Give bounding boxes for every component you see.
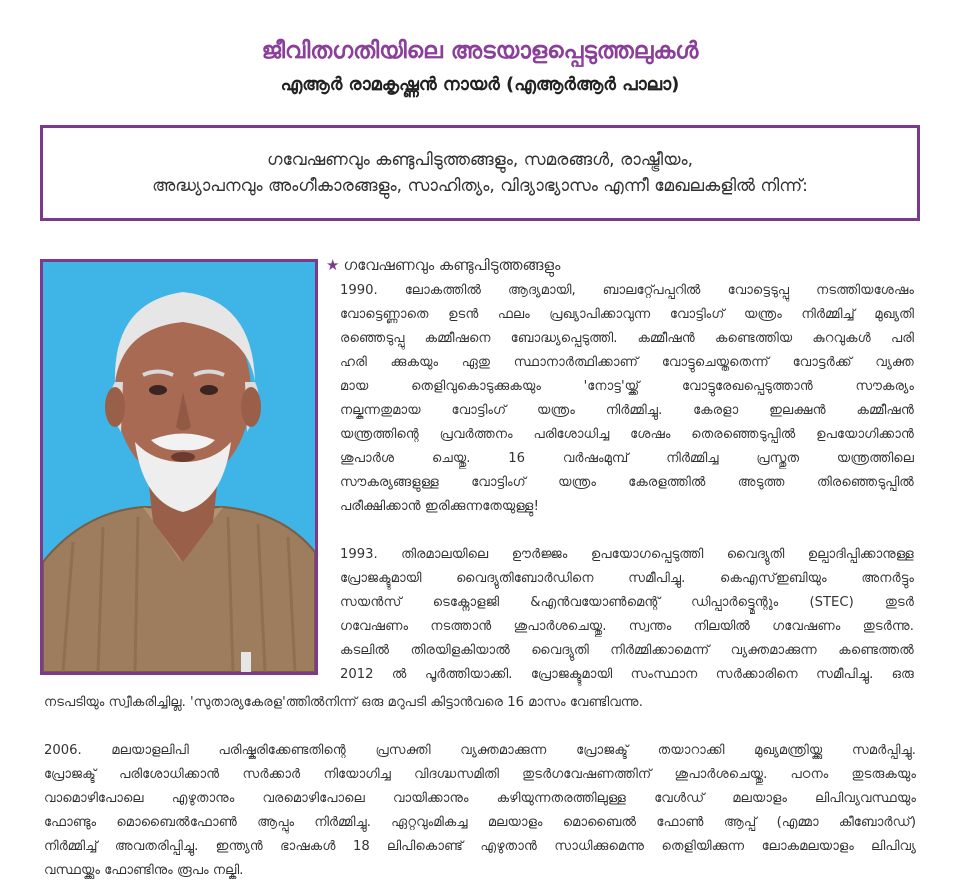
paragraph-line: 2012 ൽ പൂർത്തിയാക്കി. പ്രോജക്ടുമായി സംസ്ഥാന സർക്കാരിനെ സമീപിച്ചു. ഒരു (340, 667, 914, 682)
paragraph-line: പ്രോജക്ടുമായി വൈദ്യുതിബോർഡിനെ സമീപിച്ചു. കെഎസ്ഇബിയും അനർട്ടും (340, 571, 914, 586)
page-title: ജീവിതഗതിയിലെ അടയാളപ്പെടുത്തലുകൾ (261, 38, 699, 64)
intro-box (40, 125, 920, 221)
paragraph-line: ഗവേഷണം നടത്താൻ ശുപാർശചെയ്തു. സ്വന്തം നിലയിൽ ഗവേഷണം തുടർന്നു. (340, 619, 914, 634)
paragraph-line: 1990. ലോകത്തിൽ ആദ്യമായി, ബാലറ്റ്പേപ്പറിൽ വോട്ടെടുപ്പു നടത്തിയശേഷം (340, 283, 914, 298)
paragraph-line: ഹരി ക്കുകയും ഏതു സ്ഥാനാർത്ഥിക്കാണ് വോട്ടുചെയ്തതെന്ന് വോട്ടർക്ക് വ്യക്ത (340, 355, 914, 370)
paragraph-2006 (44, 739, 916, 883)
intro-line-1: ഗവേഷണവും കണ്ടുപിടുത്തങ്ങളും, സമരങ്ങൾ, രാഷ്ട്രീയം, (267, 150, 693, 170)
paragraph-line: കടലിൽ തിരയിളകിയാൽ വൈദ്യുതി നിർമ്മിക്കാമെന്ന് വ്യക്തമാക്കുന്ന കണ്ടെത്തൽ (340, 643, 914, 658)
paragraph-line: 2006. മലയാളലിപി പരിഷ്കരിക്കേണ്ടതിന്റെ പ്രസക്തി വ്യക്തമാക്കുന്ന പ്രോജക്ട് തയാറാക്കി മുഖ്യമന്ത്രിയ്ക്കു സമർപ്പിച്ചു. (44, 743, 916, 758)
paragraph-line: രഞ്ഞെടുപ്പു കമ്മീഷനെ ബോദ്ധ്യപ്പെടുത്തി. കമ്മീഷൻ കണ്ടെത്തിയ കുറവുകൾ പരി (340, 331, 914, 346)
paragraph-line: വസ്ഥയ്ക്കും ഫോണ്ടിനും രൂപം നല്കി. (44, 863, 244, 878)
paragraph-line: മായ തെളിവുകൊടുക്കുകയും 'നോട്ട'യ്ക്ക് വോട്ടുരേഖപ്പെടുത്താൻ സൗകര്യം (340, 379, 914, 394)
paragraph-line: നടപടിയും സ്വീകരിച്ചില്ല. 'സുതാര്യകേരള'ത്തിൽനിന്ന് ഒരു മറുപടി കിട്ടാൻവരെ 16 മാസം വേണ്ടിവന്നു. (44, 695, 643, 710)
paragraph-line: പരീക്ഷിക്കാൻ ഇരിക്കുന്നതേയുള്ളു! (340, 499, 539, 514)
paragraph-line: സയൻസ് ടെക്നോളജി &എൻവയോൺമെന്റ് ഡിപ്പാർട്ട്മെന്റും (STEC) തുടർ (340, 595, 914, 610)
star-icon: ★ (326, 256, 340, 274)
section-heading (326, 256, 560, 274)
paragraph-line: 1993. തിരമാലയിലെ ഊർജ്ജം ഉപയോഗപ്പെടുത്തി വൈദ്യുതി ഉല്പാദിപ്പിക്കാനുള്ള (340, 547, 914, 562)
portrait-photo (40, 259, 318, 675)
paragraph-line: ശുപാർശ ചെയ്തു. 16 വർഷംമുമ്പ് നിർമ്മിച്ച പ്രസ്തുത യന്ത്രത്തിലെ (340, 451, 914, 466)
paragraph-line: സൗകര്യങ്ങളുള്ള വോട്ടിംഗ് യന്ത്രം കേരളത്തിൽ അടുത്ത തിരഞ്ഞെടുപ്പിൽ (340, 475, 914, 490)
intro-line-2: അദ്ധ്യാപനവും അംഗീകാരങ്ങളും, സാഹിത്യം, വിദ്യാഭ്യാസം എന്നീ മേഖലകളിൽ നിന്ന്: (152, 176, 808, 196)
paragraph-line: പ്രോജക്ട് പരിശോധിക്കാൻ സർക്കാർ നിയോഗിച്ച വിദഗ്ദ്ധസമിതി തുടർഗവേഷണത്തിന് ശുപാർശചെയ്തു. പഠനം തുടരുകയും (44, 767, 916, 782)
paragraph-line: വാമൊഴിപോലെ എഴുതാനും വരമൊഴിപോലെ വായിക്കാനും കഴിയുന്നതരത്തിലുള്ള വേൾഡ് മലയാളം ലിപിവ്യവസ്ഥയും (44, 791, 916, 806)
paragraph-line: വോട്ടെണ്ണാതെ ഉടൻ ഫലം പ്രഖ്യാപിക്കാവുന്ന വോട്ടിംഗ് യന്ത്രം നിർമ്മിച്ച് മുഖ്യതി (340, 307, 914, 322)
paragraph-line: യന്ത്രത്തിന്റെ പ്രവർത്തനം പരിശോധിച്ച ശേഷം തെരഞ്ഞെടുപ്പിൽ ഉപയോഗിക്കാൻ (340, 427, 914, 442)
paragraph-1993 (340, 543, 914, 687)
paragraph-1990 (340, 279, 914, 519)
section-heading-text: ഗവേഷണവും കണ്ടുപിടുത്തങ്ങളും (343, 256, 561, 274)
paragraph-line: നല്കുന്നതുമായ വോട്ടിംഗ് യന്ത്രം നിർമ്മിച്ചു. കേരളാ ഇലക്ഷൻ കമ്മീഷൻ (340, 403, 914, 418)
portrait-illustration (43, 262, 315, 672)
page-subtitle: എആർ രാമകൃഷ്ണൻ നായർ (എആർആർ പാലാ) (280, 74, 680, 95)
paragraph-line: നിർമ്മിച്ച് അവതരിപ്പിച്ചു. ഇന്ത്യൻ ഭാഷകൾ 18 ലിപികൊണ്ട് എഴുതാൻ സാധിക്കുമെന്നു തെളിയിക്കുന്ന ലോകമലയാളം ലിപിവ്യ (44, 839, 916, 854)
paragraph-line: ഫോണ്ടും മൊബൈൽഫോൺ ആപ്പും നിർമ്മിച്ചു. ഏറ്റവുംമികച്ച മലയാളം മൊബൈൽ ഫോൺ ആപ്പ് (എമ്മാ കീബോർഡ്) (44, 815, 916, 830)
paragraph-1993-continued (44, 691, 914, 715)
